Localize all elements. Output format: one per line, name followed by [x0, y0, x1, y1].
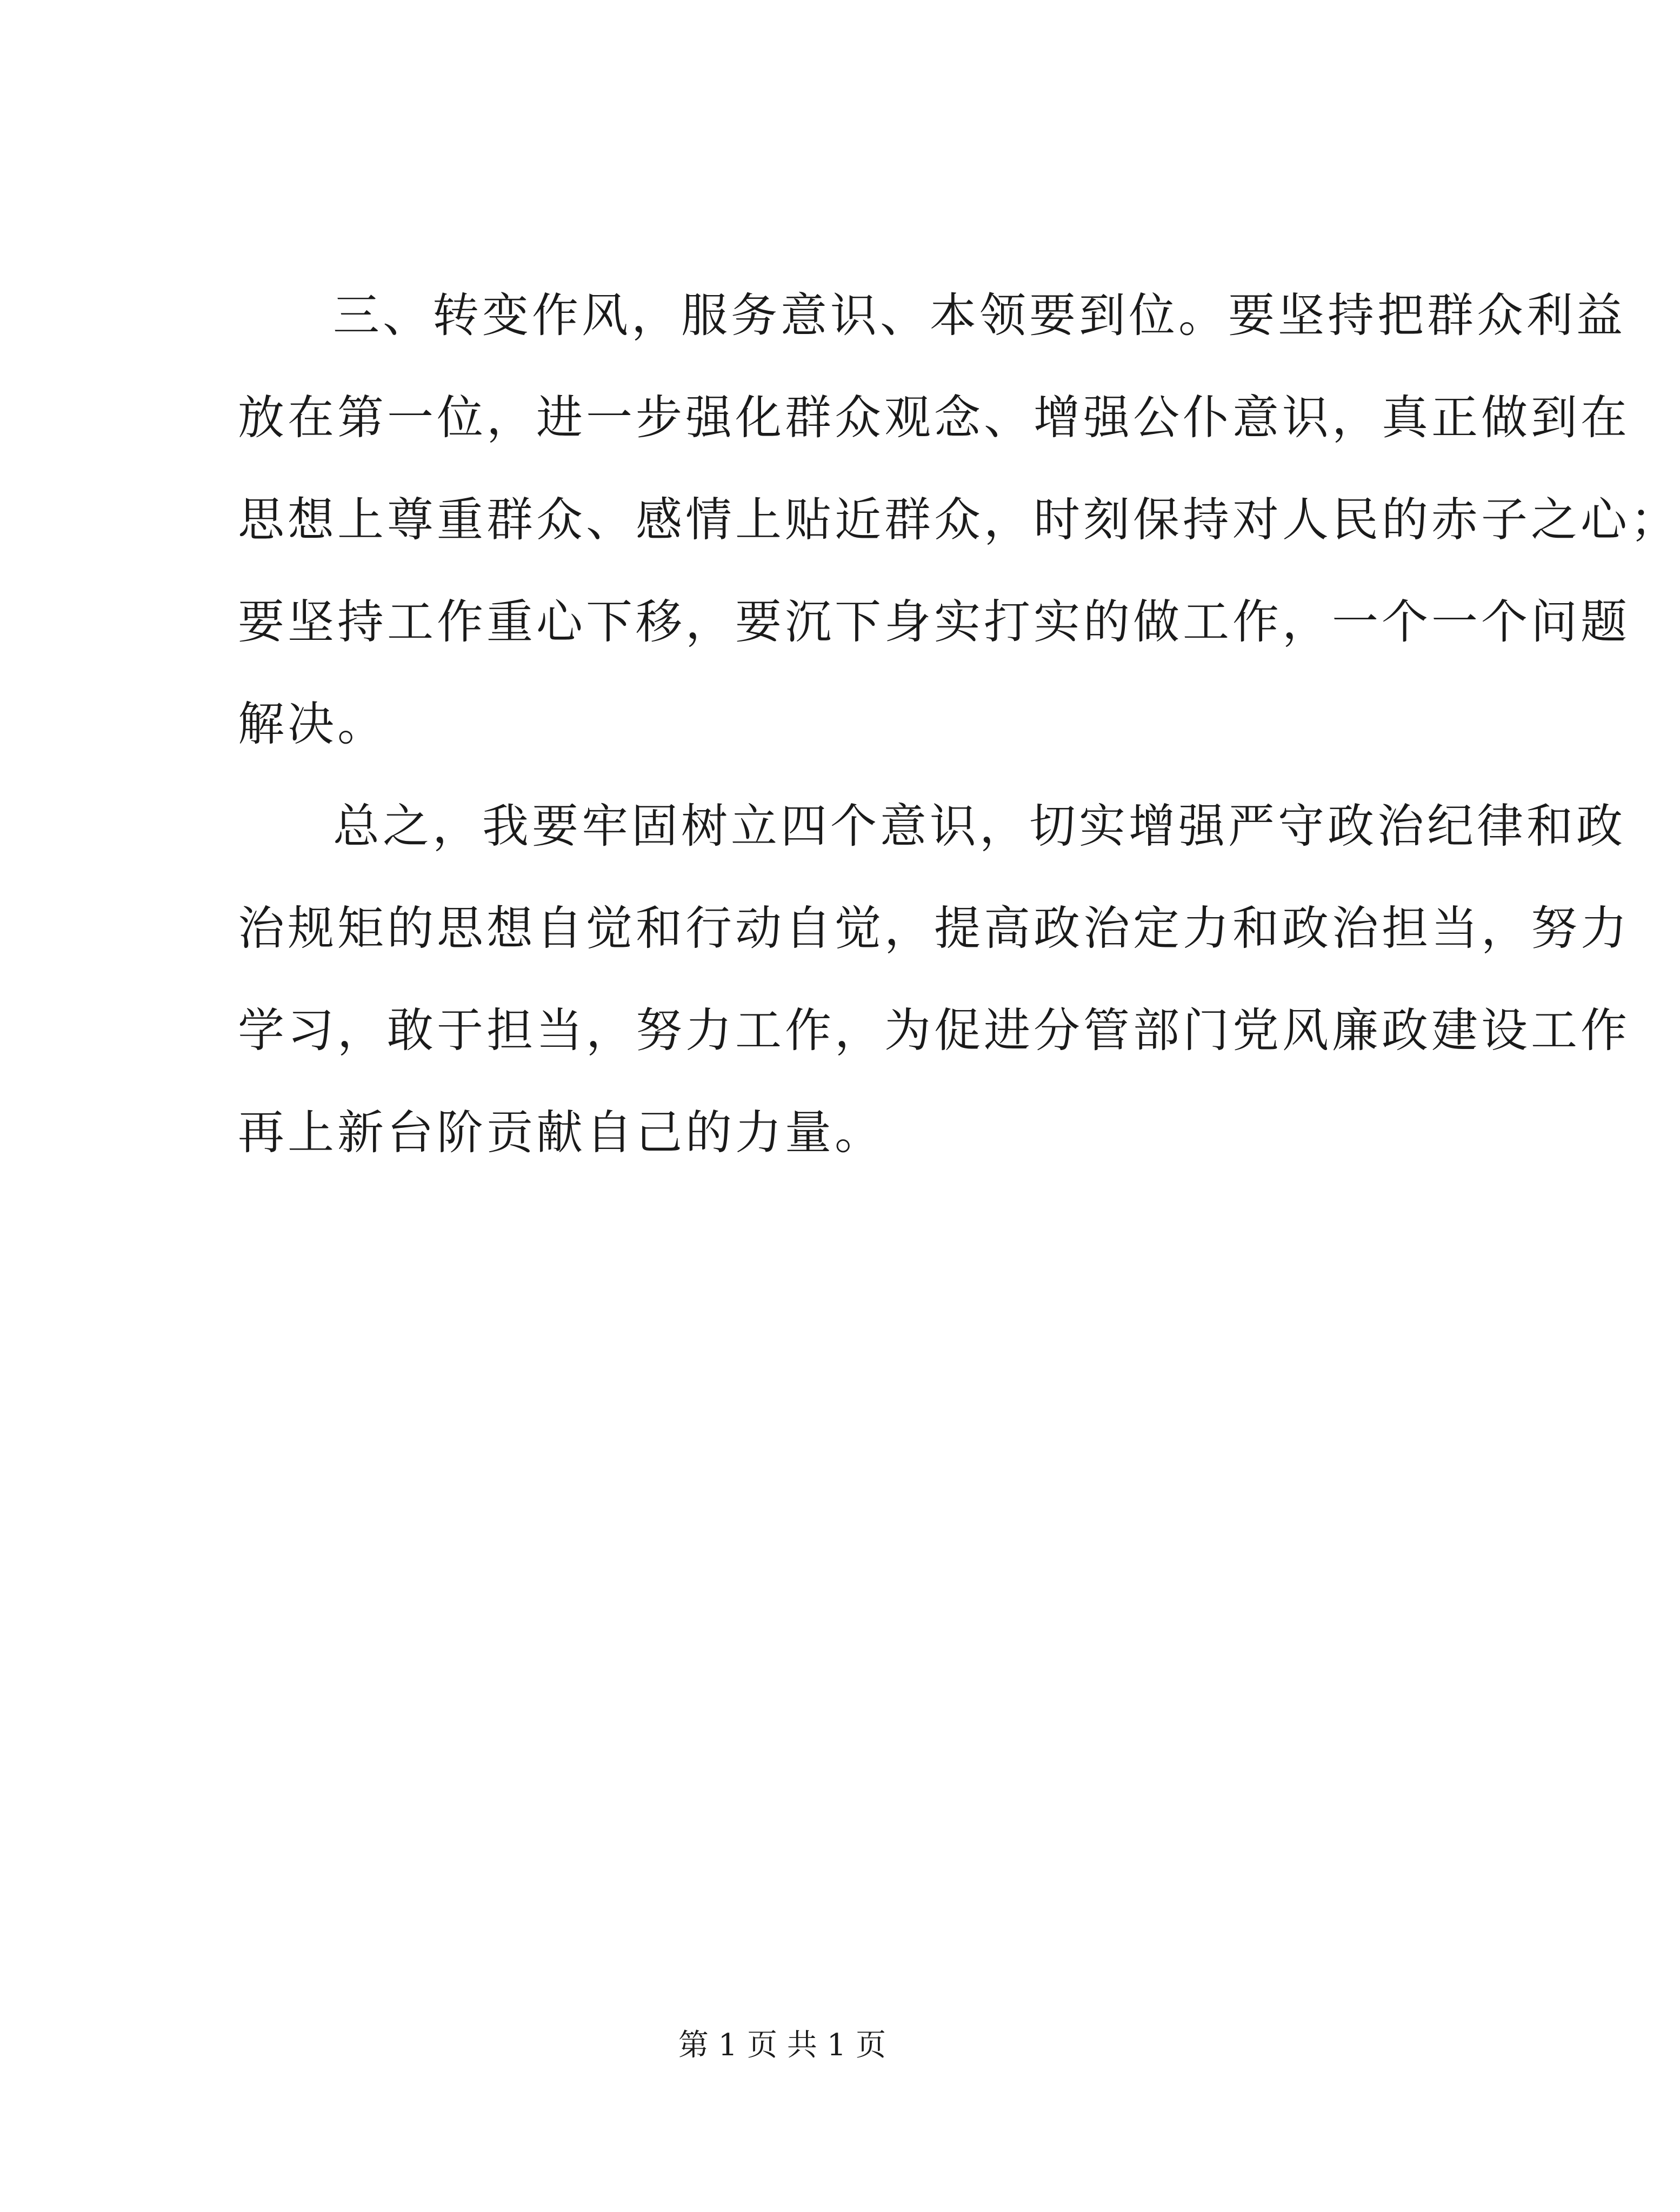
paragraph-1-line-2: 放在第一位，进一步强化群众观念、增强公仆意识，真正做到在 [238, 391, 1630, 445]
page-footer [0, 2024, 1564, 2067]
paragraph-2-line-4: 再上新台阶贡献自己的力量。 [238, 1106, 884, 1160]
paragraph-2-line-3: 学习，敢于担当，努力工作，为促进分管部门党风廉政建设工作 [238, 1004, 1630, 1058]
paragraph-1-line-3: 思想上尊重群众、感情上贴近群众，时刻保持对人民的赤子之心； [238, 493, 1680, 547]
paragraph-2-line-2: 治规矩的思想自觉和行动自觉，提高政治定力和政治担当，努力 [238, 901, 1630, 955]
paragraph-2-line-1: 总之，我要牢固树立四个意识，切实增强严守政治纪律和政 [333, 799, 1626, 853]
paragraph-1-line-4: 要坚持工作重心下移，要沉下身实打实的做工作，一个一个问题 [238, 595, 1630, 649]
page-number-label: 第 1 页 共 1 页 [678, 2028, 886, 2063]
paragraph-1-line-1: 三、转变作风，服务意识、本领要到位。要坚持把群众利益 [333, 289, 1626, 343]
body-text [238, 265, 1680, 1184]
paragraph-1-line-5: 解决。 [238, 697, 387, 751]
